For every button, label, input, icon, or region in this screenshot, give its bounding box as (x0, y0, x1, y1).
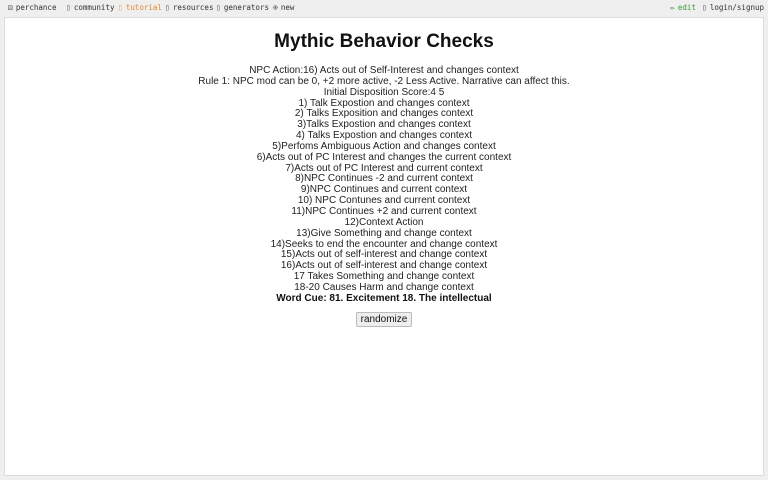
output-line: 4) Talks Expostion and changes context (295, 130, 473, 142)
randomize-button[interactable]: randomize (356, 312, 412, 327)
nav-perchance-label: perchance (15, 3, 57, 12)
output-text (5, 66, 763, 305)
output-line: 7)Acts out of PC Interest and current context (285, 162, 483, 174)
output-line: 5)Perfoms Ambiguous Action and changes context (272, 140, 496, 152)
nav-edit-label: edit (677, 3, 696, 12)
output-line: NPC Action:16) Acts out of Self-Interest and changes context (249, 65, 519, 76)
nav-tutorial-label: tutorial (125, 3, 162, 12)
output-line: Initial Disposition Score:4 5 (323, 86, 445, 98)
output-line: 9)NPC Continues and current context (300, 184, 468, 196)
nav-community-label: community (73, 3, 115, 12)
generators-icon: ▯ (216, 3, 221, 12)
user-icon: ▯ (702, 3, 707, 12)
output-line: 3)Talks Expostion and changes context (297, 119, 471, 131)
nav-tutorial[interactable] (118, 3, 162, 12)
top-nav-bar (0, 0, 768, 17)
nav-resources-label: resources (172, 3, 214, 12)
output-line: 16)Acts out of self-interest and change context (280, 260, 488, 272)
output-line: 12)Context Action (344, 216, 424, 228)
nav-perchance[interactable] (8, 3, 56, 12)
pencil-icon: ✏ (670, 3, 675, 12)
tutorial-icon: ▯ (118, 3, 123, 12)
output-line: 8)NPC Continues -2 and current context (295, 173, 473, 185)
nav-login-label: login/signup (709, 3, 765, 12)
nav-generators-label: generators (223, 3, 269, 12)
output-line: 13)Give Something and change context (296, 227, 472, 239)
resources-icon: ▯ (165, 3, 170, 12)
output-line: 1) Talk Expostion and changes context (298, 97, 470, 109)
nav-edit[interactable] (670, 3, 696, 12)
output-line: Rule 1: NPC mod can be 0, +2 more active, -2 Less Active. Narrative can affect this. (198, 75, 570, 87)
nav-community[interactable] (66, 3, 114, 12)
output-line: 15)Acts out of self-interest and change context (280, 249, 488, 261)
nav-generators[interactable] (216, 3, 269, 12)
output-line: 6)Acts out of PC Interest and changes the current context (256, 151, 512, 163)
dice-icon: ⚄ (8, 3, 13, 12)
page-title: Mythic Behavior Checks (274, 31, 494, 52)
nav-new-label: new (280, 3, 295, 12)
community-icon: ▯ (66, 3, 71, 12)
output-line: 17 Takes Something and change context (293, 271, 475, 283)
nav-resources[interactable] (165, 3, 213, 12)
output-line: 11)NPC Continues +2 and current context (291, 205, 477, 217)
output-line: 2) Talks Exposition and changes context (294, 108, 474, 120)
output-line: 18-20 Causes Harm and change context (294, 281, 474, 293)
plus-circle-icon: ⊕ (273, 3, 278, 12)
output-line: 10) NPC Contunes and current context (297, 195, 471, 207)
nav-new[interactable] (273, 3, 294, 12)
nav-login[interactable] (702, 3, 764, 12)
generator-output-panel (4, 17, 764, 476)
output-line: 14)Seeks to end the encounter and change context (270, 238, 498, 250)
word-cue: Word Cue: 81. Excitement 18. The intellectual (276, 292, 492, 304)
